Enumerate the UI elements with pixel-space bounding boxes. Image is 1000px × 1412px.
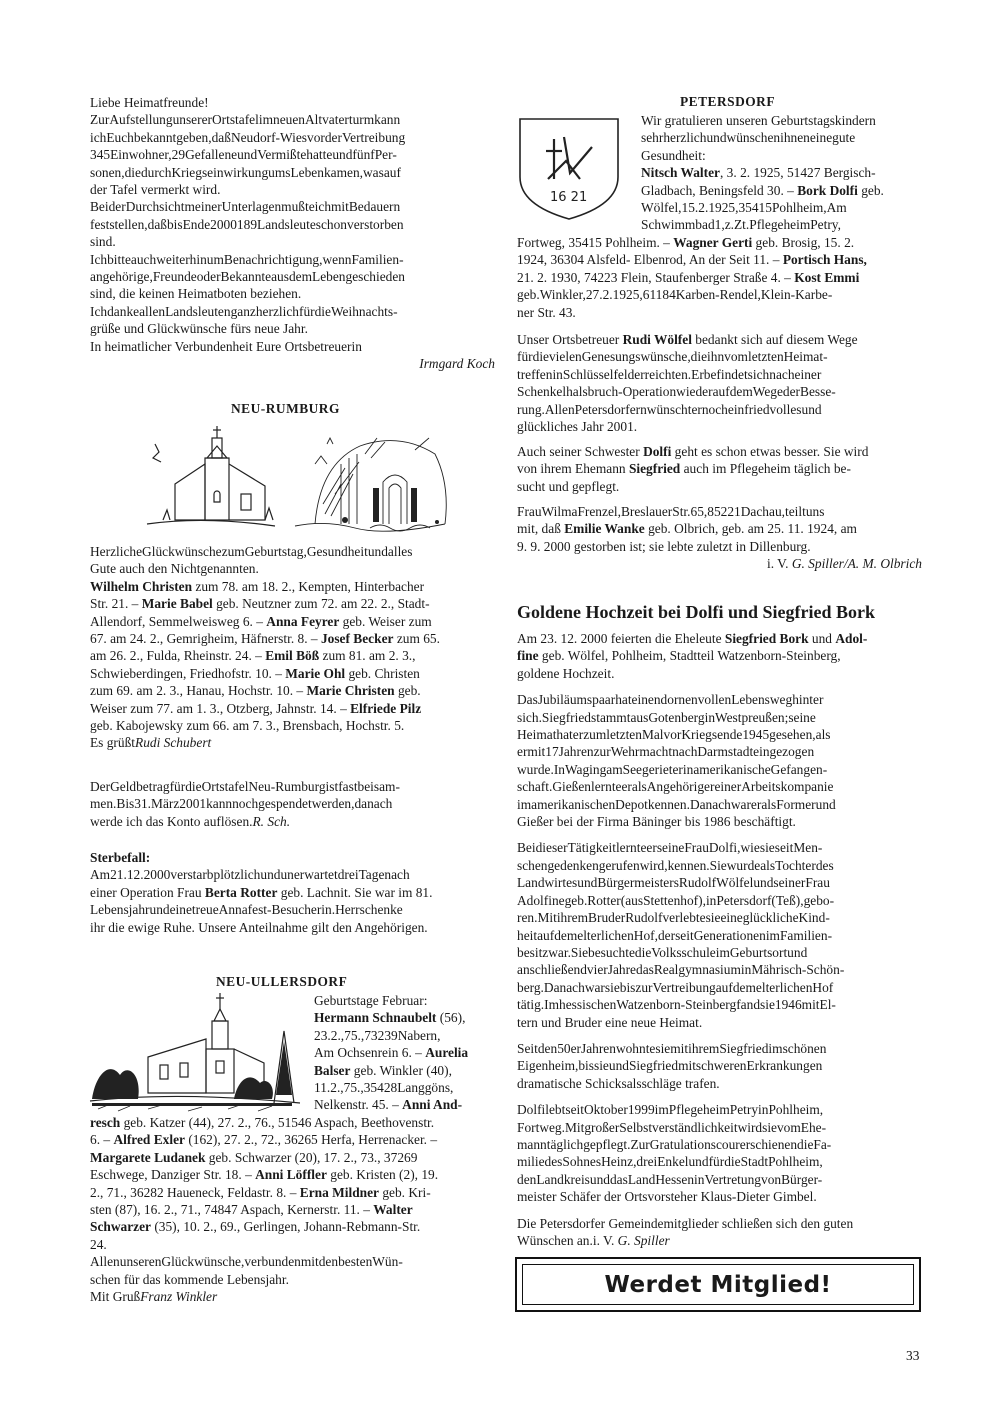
text-line: Gute auch den Nichtgenannten. (90, 561, 259, 577)
signature: G. Spiller/A. M. Olbrich (791, 556, 922, 572)
signature: G. Spiller (617, 1233, 670, 1248)
text-line: von ihrem Ehemann Siegfried auch im Pflegeheim täglich be- (517, 461, 851, 477)
text-line: resch geb. Katzer (44), 27. 2., 76., 51546 Aspach, Beethovenstr. (90, 1115, 435, 1130)
text-line: Nelkenstr. 45. – Anni And- (314, 1097, 463, 1113)
text-line: ZurAufstellungunsererOrtstafelimneuenAltvaterturmkann (90, 112, 401, 128)
person-name: Erna Mildner (299, 1184, 379, 1200)
person-name: Portisch Hans, (782, 252, 867, 268)
text-line: Am Ochsenrein 6. – Aurelia (314, 1045, 469, 1061)
signature: R. Sch. (252, 813, 291, 829)
text-line: IchdankeallenLandsleutenganzherzlichfürdieWeihnachts- (90, 303, 398, 319)
text-line: Hermann Schnaubelt (56), (314, 1010, 466, 1026)
goldene-hochzeit-heading: Goldene Hochzeit bei Dolfi und Siegfried Bork (517, 602, 875, 622)
text-line: AllenunserenGlückwünsche,verbundenmitdenbestenWün- (90, 1254, 403, 1270)
person-name: Anna Feyrer (266, 613, 340, 629)
ortstafel-note (90, 778, 495, 830)
text-line: DerGeldbetragfürdieOrtstafelNeu-Rumburgistfastbeisam- (90, 779, 400, 794)
person-name: resch (90, 1115, 121, 1130)
petersdorf-birthdays (517, 234, 922, 321)
text-line: sten (87), 16. 2., 71., 74847 Aspach, Kernerstr. 11. – Walter (90, 1202, 413, 1218)
text-line: Adolfinegeb.Rotter(ausStettenhof),inPetersdorf(Teß),gebo- (517, 892, 835, 908)
text-line: Geburtstage Februar: (314, 993, 428, 1008)
text-line: LebensjahrundeinetreueAnnafest-Besucherin.Herrschenke (90, 902, 403, 918)
text-line: Die Petersdorfer Gemeindemitglieder schließen sich den guten (517, 1215, 854, 1231)
person-name: Anni Löffler (255, 1167, 327, 1183)
person-name: Dolfi (643, 444, 672, 459)
text-line: denLandkreisunddasLandHesseninVertretungvonBürger- (517, 1171, 823, 1187)
text-line: grüße und Glückwünsche fürs neue Jahr. (90, 321, 308, 337)
petersdorf-crest (518, 117, 620, 221)
text-line: Am 23. 12. 2000 feierten die Eheleute Siegfried Bork und Adol- (517, 631, 868, 646)
ortsbetreuer-thanks (517, 331, 922, 435)
person-name: Marie Christen (306, 683, 395, 699)
text-line: angehörige,FreundeoderBekannteausdemLebengeschieden (90, 269, 405, 285)
text-line: schengedenkengerufenwird,kennen.SiewurdealsTochterdes (517, 857, 834, 873)
text-line: 345Einwohner,29GefalleneundVermißtehatteundfünfPer- (90, 147, 397, 163)
greeting-line: Mit GrußFranz Winkler (90, 1289, 218, 1305)
person-name: Margarete Ludanek (90, 1149, 206, 1165)
person-name: Alfred Exler (113, 1132, 185, 1148)
text-line: mit, daß Emilie Wanke geb. Olbrich, geb. am 25. 11. 1924, am (517, 521, 857, 537)
petersdorf-birthdays-side (641, 112, 922, 234)
person-name: Berta Rotter (204, 884, 278, 900)
text-line: sucht und gepflegt. (517, 478, 620, 494)
intro-letter (90, 94, 495, 373)
person-name: Kost Emmi (794, 269, 860, 285)
person-name: Aurelia (425, 1045, 469, 1061)
text-line: berg.DanachwarsiebiszurVertreibungaufdemelterlichenHof (517, 979, 834, 995)
neu-ullersdorf-heading: NEU-ULLERSDORF (216, 974, 348, 989)
text-line: Schwarzer (35), 10. 2., 69., Gerlingen, Johann-Rebmann-Str. (90, 1219, 421, 1235)
text-line: besitzwar.SiebesuchtedieVolksschuleimGeburtsortund (517, 944, 808, 960)
text-line: imamerikanischenDepotkennen.DanachwareralsFormerund (517, 796, 836, 812)
ullersdorf-birthdays (90, 1114, 495, 1305)
text-line: 24. (90, 1236, 107, 1252)
text-line: schen für das kommende Lebensjahr. (90, 1271, 289, 1287)
text-line: sonen,diedurchKriegseinwirkungumsLebenkamen,wasauf (90, 164, 401, 180)
person-name: Hermann Schnaubelt (314, 1010, 437, 1026)
text-line: Gießer bei der Firma Bäninger bis 1986 beschäftigt. (517, 814, 796, 830)
text-line: goldene Hochzeit. (517, 665, 615, 681)
sterbefall-section (90, 849, 495, 936)
text-line: IchbitteauchweiterhinumBenachrichtigung,wennFamilien- (90, 251, 404, 267)
text-line: Fortweg, 35415 Pohlheim. – Wagner Gerti geb. Brosig, 15. 2. (517, 235, 855, 250)
text-line: zum 69. am 2. 3., Hanau, Hochstr. 10. – Marie Christen geb. (90, 683, 421, 699)
text-line: sind, die keinen Heimatboten beziehen. (90, 286, 302, 302)
text-line: fürdievielenGenesungswünsche,dieihnvomletztenHeimat- (517, 349, 828, 365)
text-line: 2., 71., 36282 Haueneck, Feldastr. 8. – Erna Mildner geb. Kri- (90, 1184, 431, 1200)
text-line: Schwimmbad1,z.Zt.PflegeheimPetry, (641, 217, 841, 233)
banner-text: Werdet Mitglied! (604, 1271, 832, 1298)
greeting: Liebe Heimatfreunde! (90, 95, 209, 110)
text-line: der Tafel vermerkt wird. (90, 182, 221, 198)
text-line: 6. – Alfred Exler (162), 27. 2., 72., 36265 Herfa, Herrenacker. – (90, 1132, 438, 1148)
text-line: wurde.InWagingamSeegerieterinamerikanischeGefangen- (517, 761, 828, 777)
text-line: Weiser zum 77. am 1. 3., Otzberg, Jahnstr. 14. – Elfriede Pilz (90, 700, 422, 716)
person-name: Marie Babel (141, 596, 213, 612)
text-line: ichEuchbekanntgeben,daßNeudorf-WiesvorderVertreibung (90, 129, 406, 145)
text-line: glückliches Jahr 2001. (517, 419, 638, 435)
text-line: tätig.ImhessischenWatzenborn-Steinbergfandsie1946mitEl- (517, 997, 836, 1013)
text-line: tern und Bruder eine neue Heimat. (517, 1014, 703, 1030)
text-line: 1924, 36304 Alsfeld- Elbenrod, An der Seit 11. – Portisch Hans, (517, 252, 867, 268)
text-line: FrauWilmaFrenzel,BreslauerStr.65,85221Dachau,teiltuns (517, 504, 825, 519)
text-line: 21. 2. 1930, 74223 Flein, Staufenberger Straße 4. – Kost Emmi (517, 269, 860, 285)
text-line: ihr die ewige Ruhe. Unsere Anteilnahme gilt den Angehörigen. (90, 919, 428, 935)
person-name: Elfriede Pilz (350, 700, 422, 716)
person-name: Wagner Gerti (673, 235, 753, 250)
text-line: geb. Kabojewsky zum 66. am 7. 3., Brensbach, Hochstr. 5. (90, 718, 405, 734)
ullersdorf-birthdays-side (314, 992, 495, 1114)
text-line: HerzlicheGlückwünschezumGeburtstag,Gesundheitundalles (90, 544, 413, 559)
text-line: ermit17JahrenzurWehrmachtnachDarmstadteingezogen (517, 744, 815, 760)
person-name: Rudi Wölfel (622, 332, 692, 347)
text-line: Str. 21. – Marie Babel geb. Neutzner zum 72. am 22. 2., Stadt- (90, 596, 430, 612)
text-line: men.Bis31.März2001kannnochgespendetwerden,danach (90, 796, 393, 812)
text-line: BeiderDurchsichtmeinerUnterlagenmußteichmitBedauern (90, 199, 401, 215)
text-line: DolfilebtseitOktober1999imPflegeheimPetryinPohlheim, (517, 1102, 824, 1118)
person-name: Emil Böß (265, 648, 320, 664)
text-line: manntäglichgepflegt.ZurGratulationscourerschienendieFa- (517, 1136, 832, 1152)
text-line: sehrherzlichundwünschenihneneinegute (641, 130, 856, 146)
text-line: miliedesSohnesHeinz,dreiEnkelundfürdieStadtPohlheim, (517, 1154, 823, 1170)
text-line: treffeninSchlüsselfelderreichten.Erbefindetsichnacheiner (517, 366, 822, 382)
text-line: am 26. 2., Fulda, Rheinstr. 24. – Emil Böß zum 81. am 2. 3., (90, 648, 416, 664)
text-line: Seitden50erJahrenwohntesiemitihremSiegfriedimschönen (517, 1040, 827, 1056)
text-line: werde ich das Konto auflösen.R. Sch. (90, 813, 291, 829)
text-line: dramatische Schicksalsschläge trafen. (517, 1075, 720, 1091)
person-name: Walter (373, 1202, 413, 1218)
closing-line: In heimatlicher Verbundenheit Eure Ortsbetreuerin (90, 338, 362, 354)
neu-rumburg-section (90, 543, 495, 752)
text-line: Eigenheim,bissieundSiegfriedmitschwerenErkrankungen (517, 1058, 823, 1074)
text-line: 11.2.,75.,35428Langgöns, (314, 1080, 454, 1096)
person-name: Siegfried Bork (724, 631, 809, 646)
person-name: Josef Becker (320, 631, 394, 647)
text-line: einer Operation Frau Berta Rotter geb. Lachnit. Sie war im 81. (90, 884, 433, 900)
person-name: Adol- (835, 631, 868, 646)
werdet-mitglied-banner (515, 1257, 921, 1312)
schwester-note (517, 443, 922, 495)
signature-line: Wünschen an.i. V. G. Spiller (517, 1233, 670, 1248)
signature: Irmgard Koch (419, 356, 495, 372)
text-line: Wilhelm Christen zum 78. am 18. 2., Kempten, Hinterbacher (90, 578, 425, 594)
person-name: Schwarzer (90, 1219, 151, 1235)
text-line: fine geb. Wölfel, Pohlheim, Stadtteil Watzenborn-Steinberg, (517, 648, 841, 664)
text-line: schaft.GießenlernteeralsAngehörigereinerArbeitskompanie (517, 779, 834, 795)
text-line: Wölfel,15.2.1925,35415Pohlheim,Am (641, 200, 847, 216)
text-line: heitaufdemelterlichenHof,derseitGenerationenimFamilien- (517, 927, 833, 943)
person-name: Bork Dolfi (797, 182, 858, 198)
person-name: Emilie Wanke (564, 521, 645, 537)
text-line: Eschwege, Danziger Str. 18. – Anni Löffler geb. Kristen (2), 19. (90, 1167, 439, 1183)
text-line: 23.2.,75.,73239Nabern, (314, 1027, 441, 1043)
text-line: meister Schäfer der Ortsvorsteher Klaus-Dieter Gimbel. (517, 1189, 817, 1205)
text-line: 67. am 24. 2., Gemrigheim, Häfnerstr. 8. – Josef Becker zum 65. (90, 631, 440, 647)
person-name: Nitsch Walter (641, 165, 720, 181)
person-name: fine (517, 648, 539, 664)
sterbefall-heading: Sterbefall: (90, 850, 151, 865)
text-line: Margarete Ludanek geb. Schwarzer (20), 17. 2., 73., 37269 (90, 1149, 418, 1165)
person-name: Wilhelm Christen (90, 578, 193, 594)
person-name: Balser (314, 1062, 351, 1078)
crest-year: 16 21 (550, 190, 588, 205)
text-line: Unser Ortsbetreuer Rudi Wölfel bedankt sich auf diesem Wege (517, 332, 858, 347)
text-line: Balser geb. Winkler (40), (314, 1062, 452, 1078)
text-line: ren.MitihremBruderRudolfverlebtesieeineglücklicheKind- (517, 910, 830, 926)
person-name: Anni And- (402, 1097, 463, 1113)
text-line: rung.AllenPetersdorfernwünschternocheinfriedvollesund (517, 401, 822, 417)
signature-line: i. V. G. Spiller/A. M. Olbrich (767, 556, 922, 572)
text-line: feststellen,daßbisEnde2000189Landsleuteschonverstorben (90, 216, 404, 232)
text-line: ner Str. 43. (517, 304, 576, 320)
text-line: Schenkelhalsbruch-OperationwiederaufdemWegederBesse- (517, 384, 836, 400)
rumburg-illustration (145, 424, 455, 536)
text-line: Gesundheit: (641, 147, 706, 163)
petersdorf-heading: PETERSDORF (680, 94, 776, 109)
text-line: 9. 9. 2000 gestorben ist; sie lebte zuletzt in Dillenburg. (517, 538, 811, 554)
person-name: Marie Ohl (285, 665, 346, 681)
person-name: Siegfried (628, 461, 681, 477)
text-line: LandwirtesundBürgermeistersRudolfWölfelundseinerFrau (517, 875, 830, 891)
text-line: DasJubiläumspaarhateinendornenvollenLebensweghinter (517, 692, 824, 708)
text-line: sich.SiegfriedstammtausGotenberginWestpreußen;seine (517, 709, 816, 725)
text-line: Auch seiner Schwester Dolfi geht es schon etwas besser. Sie wird (517, 444, 869, 459)
text-line: sind. (90, 234, 116, 250)
text-line: Schwieberdingen, Friedhofstr. 10. – Marie Ohl geb. Christen (90, 665, 420, 681)
page-number: 33 (906, 1348, 920, 1363)
wilma-note (517, 503, 922, 573)
text-line: geb.Winkler,27.2.1925,61184Karben-Rendel,Klein-Karbe- (517, 287, 833, 303)
text-line: Wir gratulieren unseren Geburtstagskindern (641, 113, 876, 128)
banner-inner-frame (522, 1264, 914, 1305)
text-line: Fortweg.MitgroßerSelbstverständlichkeitwirdsievomEhe- (517, 1119, 827, 1135)
ullersdorf-illustration (88, 991, 304, 1115)
text-line: Gladbach, Beningsfeld 30. – Bork Dolfi geb. (641, 182, 884, 198)
text-line: Am21.12.2000verstarbplötzlichundunerwartetdreiTagenach (90, 867, 410, 883)
text-line: Allendorf, Semmelweisweg 6. – Anna Feyrer geb. Weiser zum (90, 613, 432, 629)
hochzeit-article (517, 630, 922, 1249)
signature: Rudi Schubert (135, 735, 212, 751)
text-line: BeidieserTätigkeitlernteerseineFrauDolfi,wiesieseitMen- (517, 840, 823, 856)
neu-rumburg-heading: NEU-RUMBURG (231, 401, 340, 416)
signature: Franz Winkler (140, 1289, 218, 1305)
text-line: HeimathaterzumletztenMalvorKriegsende1945gesehen,als (517, 727, 831, 743)
greeting-line: Es grüßtRudi Schubert (90, 735, 212, 751)
text-line: anschließendvierJahredasRealgymnasiuminMährisch-Schön- (517, 962, 845, 978)
text-line: Nitsch Walter, 3. 2. 1925, 51427 Bergisch- (641, 165, 876, 181)
